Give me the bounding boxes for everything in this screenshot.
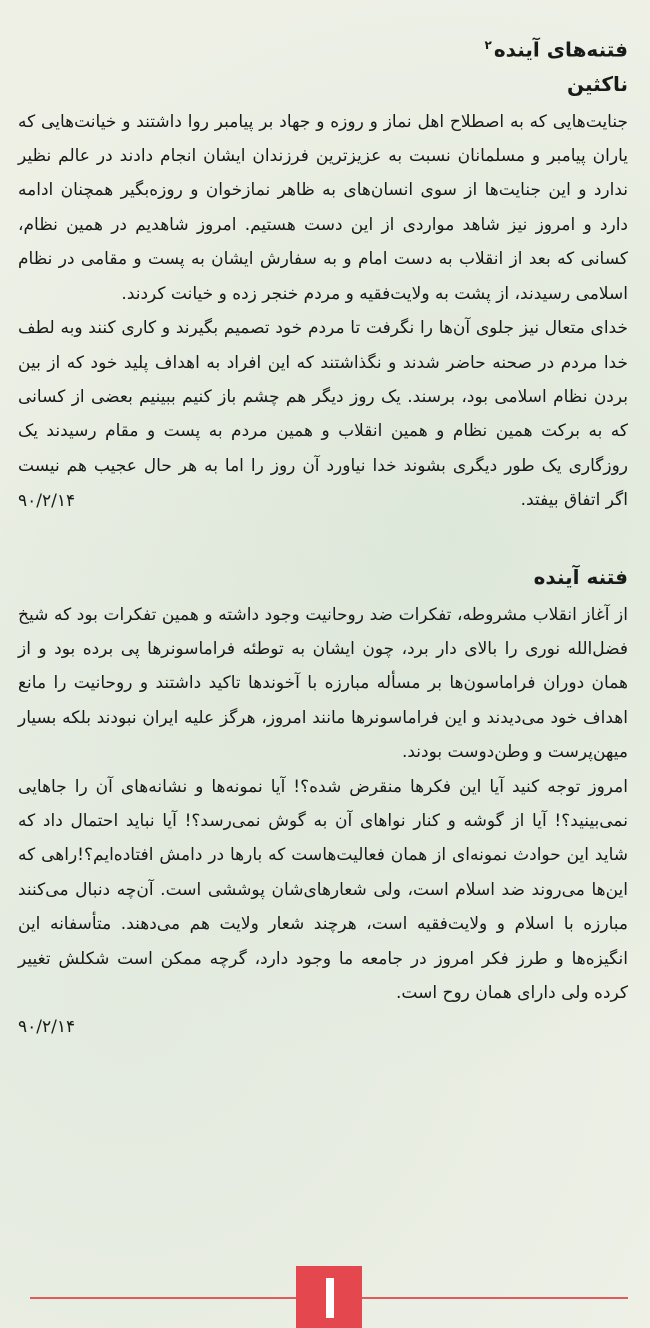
article-title — [18, 28, 628, 67]
date-stamp-1: ۹۰/۲/۱۴ — [18, 490, 76, 511]
article-subtitle: ناکثین — [567, 71, 628, 96]
title-footnote-number: ۲ — [484, 38, 492, 52]
date-stamp-2: ۹۰/۲/۱۴ — [18, 1017, 76, 1038]
section-title: فتنه آینده — [533, 564, 628, 589]
paragraph-2: خدای متعال نیز جلوی آن‌ها را نگرفت تا مردم خود تصمیم بگیرند و کاری کنند وبه لطف خدا مردم در صحنه حاضر شدند و نگذاشتند که این افراد به اهداف پلید خود که از بین بردن نظام اسلامی بود، برسند. یک روز دیگر هم چشم باز کنیم ببینیم بعضی از کسانی که به برکت همین نظام و همین انقلاب و همین مردم به پست و مقام رسیدند یک روزگاری یک طور دیگری بشوند خدا نیاورد آن روز را اما به هر حال عجیب هم نیست اگر اتفاق بیفتد. — [18, 318, 628, 511]
article-title-text: فتنه‌های آینده — [493, 37, 628, 62]
section-paragraph-1: از آغاز انقلاب مشروطه، تفکرات ضد روحانیت وجود داشته و همین تفکرات بود که شیخ فضل‌الله نوری را بالای دار برد، چون ایشان به توطئه فراماسونرها پی برده بود و از همان دوران فراماسون‌ها بر مسأله مبارزه با آخوندها تاکید داشتند و روحانیت را مانع اهداف خود می‌دیدند و این فراماسونرها مانند امروز، هرگز علیه ایران نبودند بلکه بسیار میهن‌پرست و وطن‌دوست بودند. — [18, 604, 628, 763]
page-marker-icon — [326, 1278, 334, 1318]
paragraph-1: جنایت‌هایی که به اصطلاح اهل نماز و روزه و جهاد بر پیامبر روا داشتند و خیانت‌هایی که یاران پیامبر و مسلمانان نسبت به عزیزترین فرزندان ایشان انجام دادند در عالم نظیر ندارد و این جنایت‌ها از سوی انسان‌های به ظاهر نمازخوان و روزه‌بگیر همچنان ادامه دارد و امروز نیز شاهد مواردی از این دست هستیم. امروز شاهدیم در همین نظام، کسانی که بعد از انقلاب به دست امام و به سفارش ایشان به پست و مقامی در نظام اسلامی رسیدند، از پشت به ولایت‌فقیه و مردم خنجر زده و خیانت کردند. — [18, 111, 628, 304]
article-body — [18, 28, 628, 1044]
section-paragraph-2: امروز توجه کنید آیا این فکرها منقرض شده؟! آیا نمونه‌ها و نشانه‌های آن را جاهایی نمی‌بینید؟! آیا از گوشه و کنار نواهای آن به گوش نمی‌رسد؟! آیا نباید احتمال داد که شاید این حوادث نمونه‌ای از همان فعالیت‌هاست که بارها در دامش افتاده‌ایم؟!راهی که این‌ها می‌روند ضد اسلام است، ولی شعارهای‌شان پوششی است. آن‌چه دنبال می‌کنند مبارزه با اسلام و ولایت‌فقیه است، هرچند شعار ولایت هم می‌دهند. متأسفانه این انگیزه‌ها و طرز فکر امروز در جامعه ما وجود دارد، گرچه ممکن است شکلش تغییر کرده ولی دارای همان روح است. — [18, 776, 628, 1003]
